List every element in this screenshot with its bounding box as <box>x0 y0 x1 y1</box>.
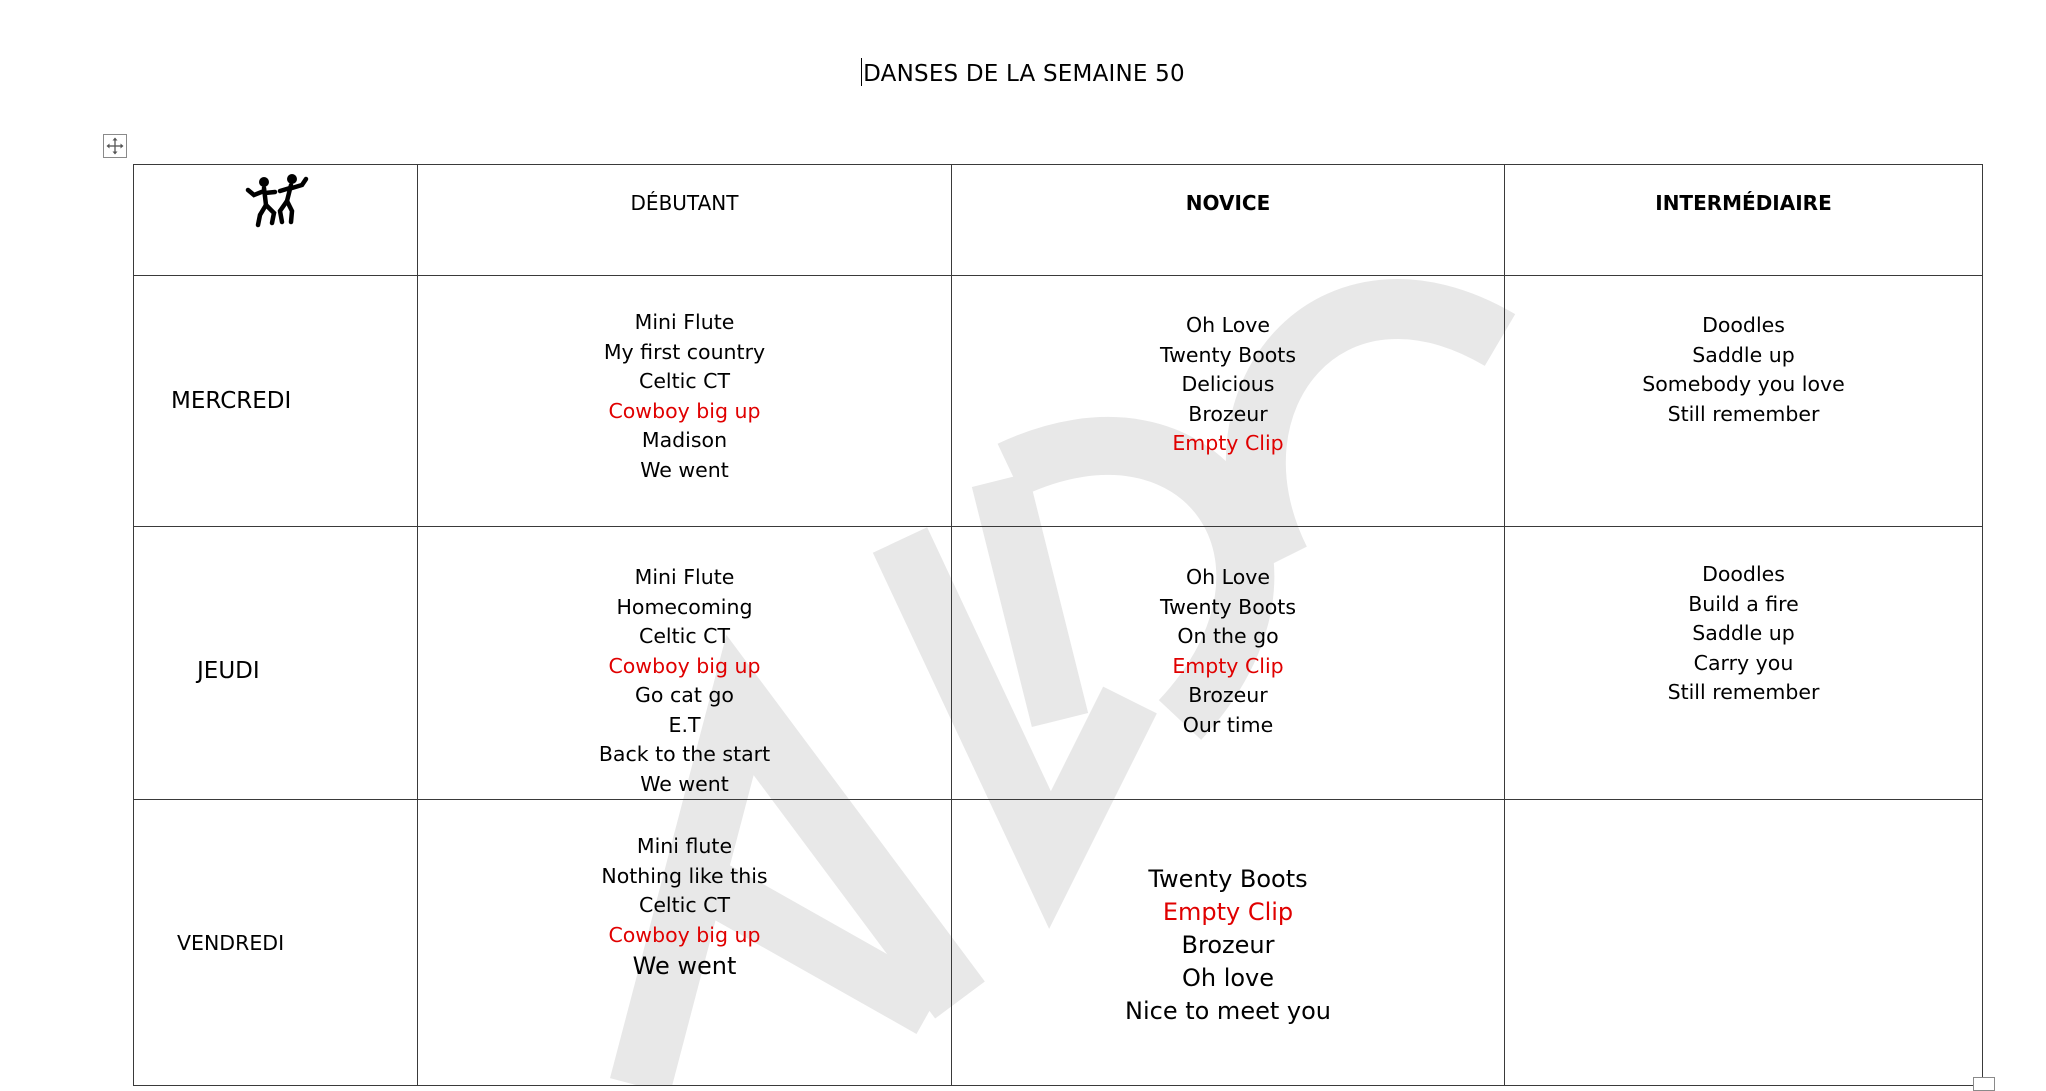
dance-list <box>418 527 951 799</box>
row-vendredi <box>134 800 1983 1086</box>
schedule-table <box>133 164 1983 1086</box>
dance-name: Madison <box>641 428 728 452</box>
dance-list <box>952 527 1504 740</box>
dance-name: Build a fire <box>1688 591 1799 616</box>
dance-name: Mini flute <box>636 834 733 858</box>
dance-name: My first country <box>603 339 766 364</box>
novice-cell <box>952 800 1505 1086</box>
intermediaire-cell <box>1505 527 1983 800</box>
dance-list <box>1505 276 1982 429</box>
row-mercredi <box>134 276 1983 527</box>
intermediaire-cell <box>1505 276 1983 527</box>
debutant-cell <box>418 527 952 800</box>
dance-name: We went <box>640 457 729 482</box>
dance-name: We went <box>632 952 737 980</box>
dance-name: Twenty Boots <box>1159 594 1297 619</box>
intermediaire-cell <box>1505 800 1983 1086</box>
dance-name: On the go <box>1177 624 1279 648</box>
dance-list <box>418 800 951 983</box>
page-title: DANSES DE LA SEMAINE 50 <box>0 58 2046 87</box>
dance-name: Brozeur <box>1181 931 1275 959</box>
dance-name: Saddle up <box>1692 621 1795 645</box>
header-icon-cell <box>134 165 418 276</box>
dance-name: Doodles <box>1702 562 1785 586</box>
header-debutant: DÉBUTANT <box>418 165 952 276</box>
dance-name: We went <box>640 771 729 796</box>
header-novice: NOVICE <box>952 165 1505 276</box>
dance-name: Delicious <box>1181 372 1275 396</box>
dance-name: Celtic CT <box>639 624 730 648</box>
dance-name: Doodles <box>1702 313 1785 337</box>
dance-name: Cowboy big up <box>608 653 761 678</box>
dance-name: Still remember <box>1667 401 1820 426</box>
dance-name: Mini Flute <box>634 310 735 334</box>
dance-name: Brozeur <box>1188 401 1268 426</box>
dance-name: Celtic CT <box>639 369 730 393</box>
dance-name: Empty Clip <box>1162 898 1294 926</box>
dance-name: Saddle up <box>1692 342 1795 367</box>
table-move-handle-icon[interactable] <box>103 134 127 158</box>
day-cell <box>134 527 418 800</box>
dance-name: Celtic CT <box>639 893 730 917</box>
dance-name: Cowboy big up <box>608 398 761 423</box>
dance-name: Nothing like this <box>601 863 768 888</box>
day-cell <box>134 276 418 527</box>
dance-list <box>952 276 1504 459</box>
dance-name: Oh Love <box>1186 565 1270 589</box>
dance-name: Empty Clip <box>1172 653 1284 678</box>
dance-name: Oh Love <box>1186 313 1270 337</box>
row-jeudi <box>134 527 1983 800</box>
dance-name: Back to the start <box>598 742 771 766</box>
debutant-cell <box>418 276 952 527</box>
table-header-row <box>134 165 1983 276</box>
dance-list <box>952 800 1504 1028</box>
dance-name: Our time <box>1182 712 1274 737</box>
dance-name: Cowboy big up <box>608 922 761 947</box>
dance-name: Still remember <box>1667 680 1820 704</box>
day-label: MERCREDI <box>171 388 292 414</box>
dance-name: Homecoming <box>616 594 753 619</box>
dance-name: Brozeur <box>1188 683 1268 707</box>
dance-name: Go cat go <box>635 683 734 707</box>
header-intermediaire: INTERMÉDIAIRE <box>1505 165 1983 276</box>
dance-name: Twenty Boots <box>1148 865 1308 893</box>
day-label: VENDREDI <box>177 930 285 955</box>
dance-name: Empty Clip <box>1172 431 1284 455</box>
dance-list <box>1505 527 1982 708</box>
dance-name: Nice to meet you <box>1125 997 1331 1025</box>
dance-name: Oh love <box>1181 964 1275 992</box>
dance-name: E.T <box>668 712 701 737</box>
dance-name: Twenty Boots <box>1159 342 1297 367</box>
dance-name: Somebody you love <box>1642 372 1845 396</box>
day-label: JEUDI <box>197 658 260 684</box>
table-resize-handle[interactable] <box>1973 1077 1995 1091</box>
dance-list <box>418 276 951 485</box>
dance-name: Mini Flute <box>634 565 735 589</box>
novice-cell <box>952 276 1505 527</box>
dance-name: Carry you <box>1693 650 1794 675</box>
novice-cell <box>952 527 1505 800</box>
dancers-icon <box>242 173 310 229</box>
day-cell <box>134 800 418 1086</box>
debutant-cell <box>418 800 952 1086</box>
